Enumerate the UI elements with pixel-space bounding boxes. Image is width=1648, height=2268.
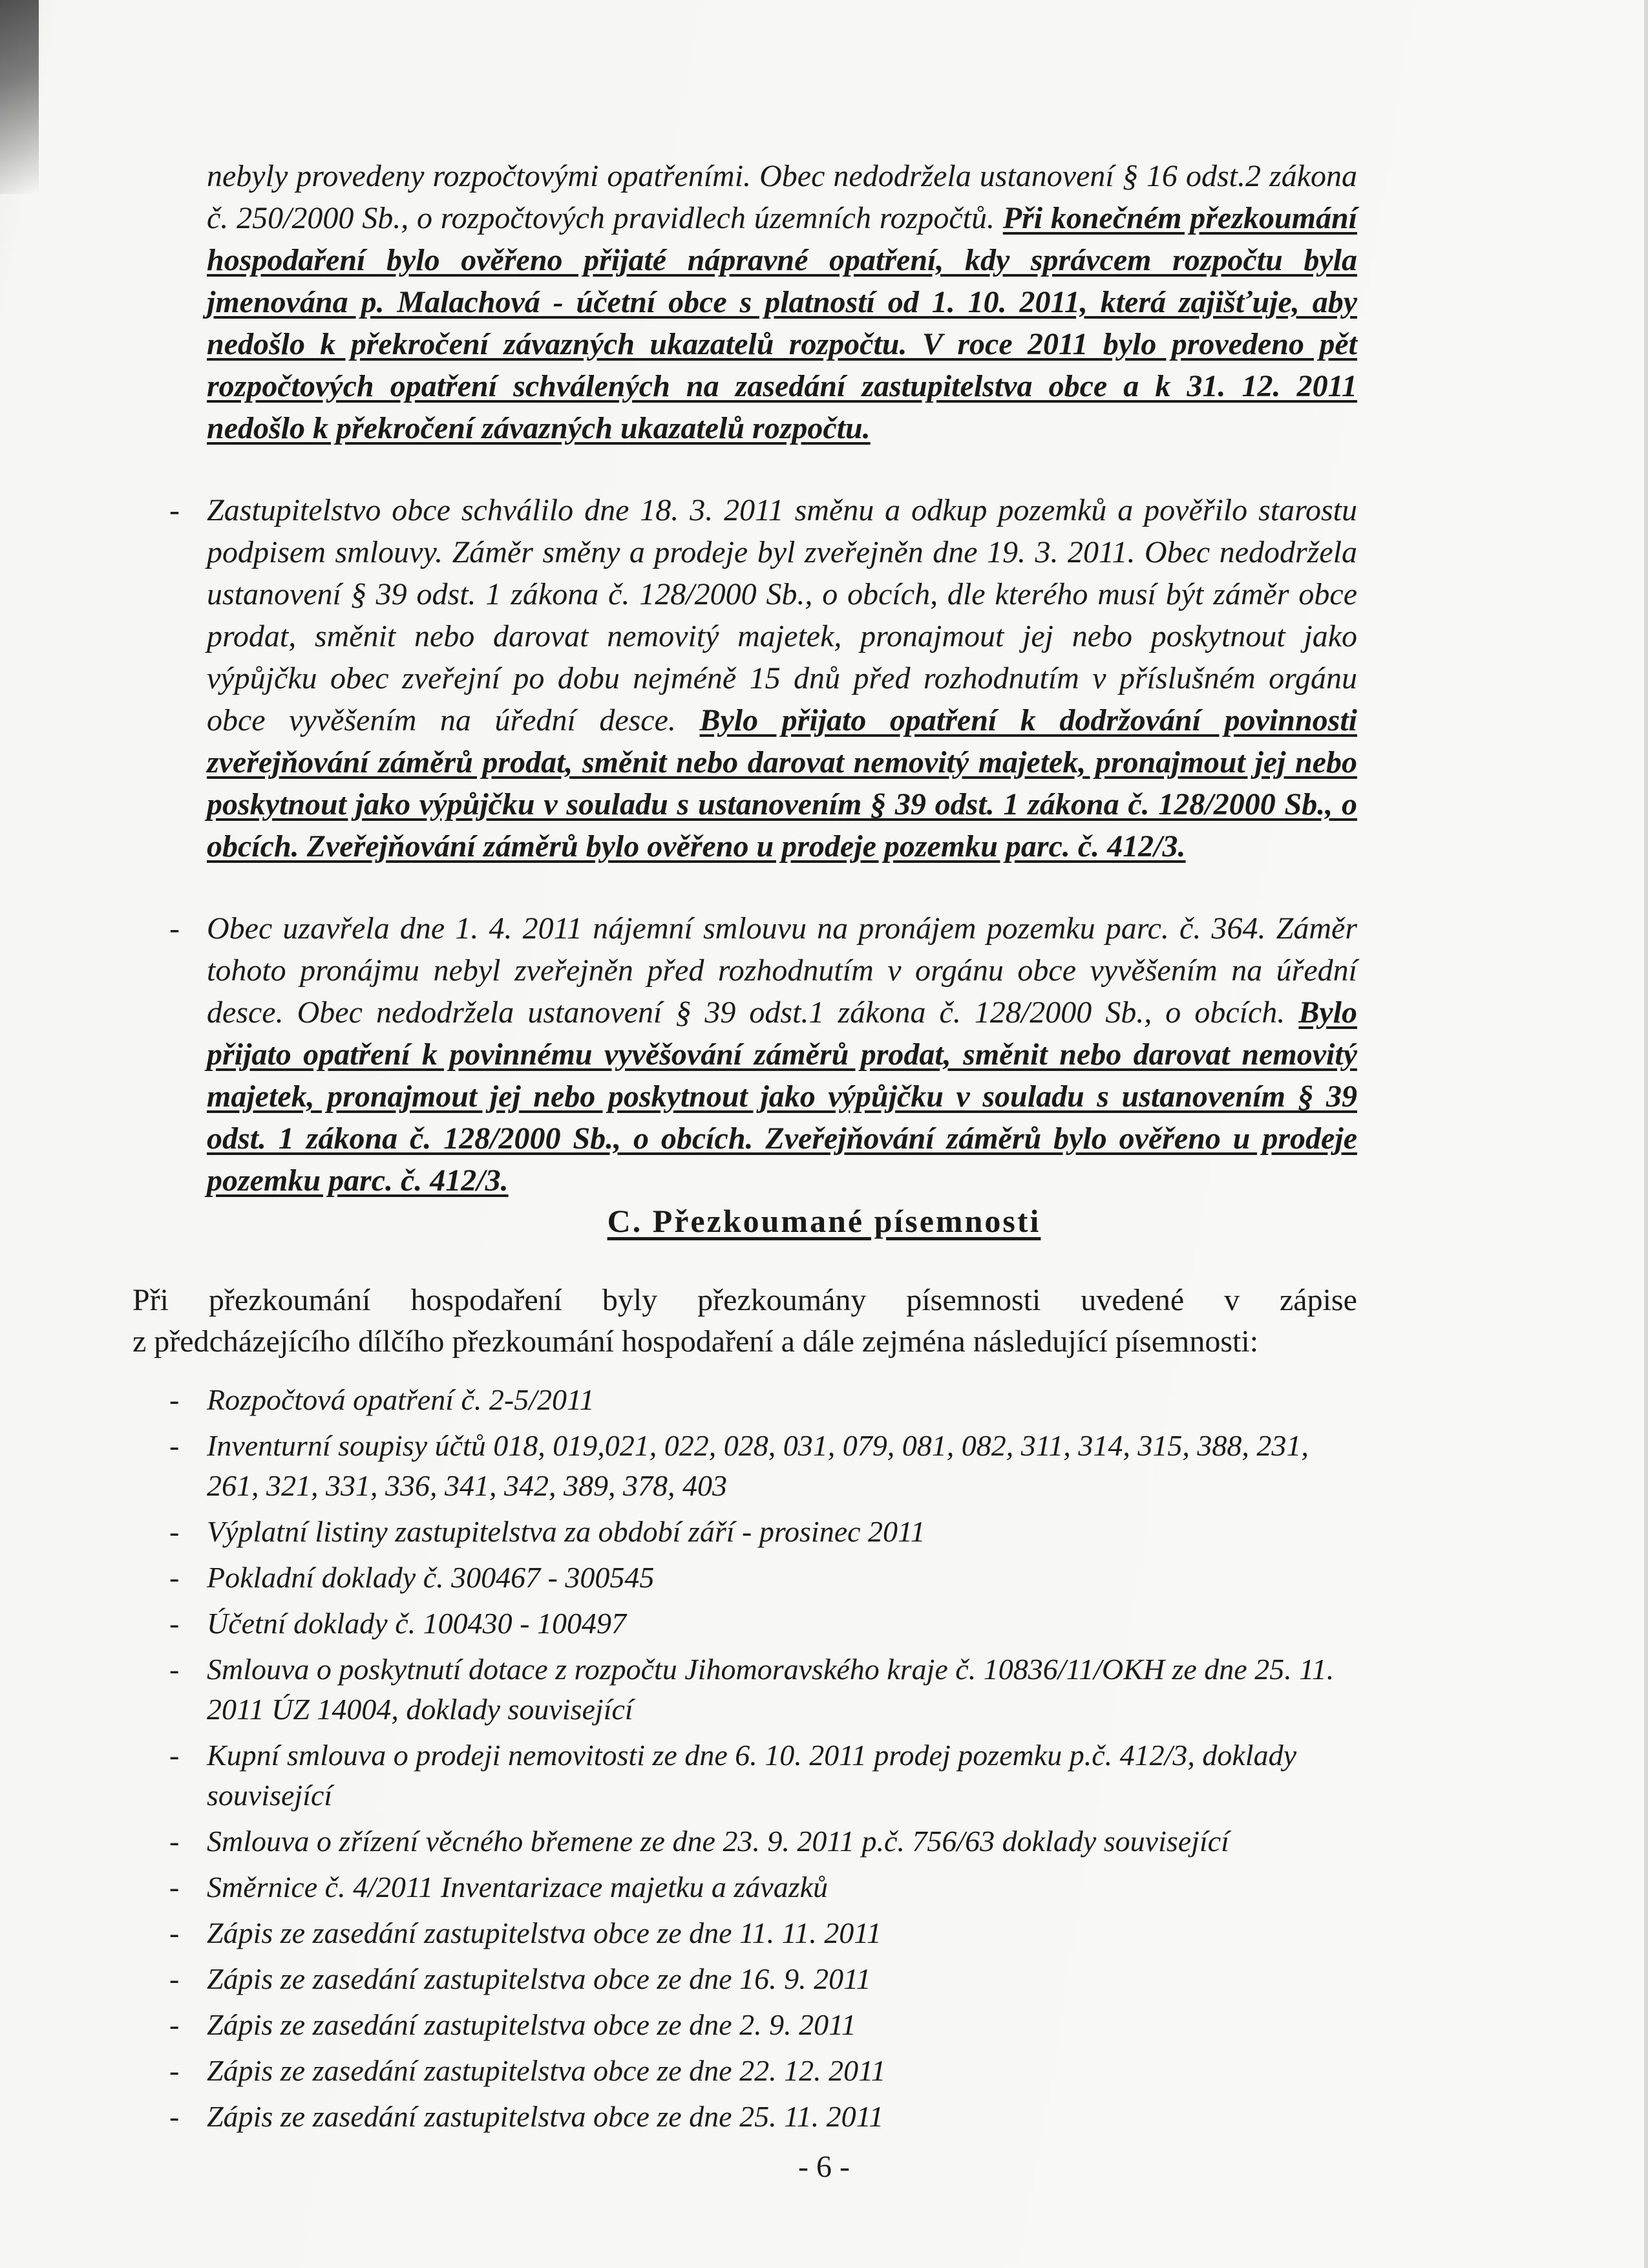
document-list-item xyxy=(169,1821,1357,1861)
finding-paragraph-continued xyxy=(207,155,1357,449)
intro-line-2: z předcházejícího dílčího přezkoumání hospodaření a dále zejména následující písemnosti: xyxy=(132,1324,1259,1359)
document-name: Zápis ze zasedání zastupitelstva obce ze dne 2. 9. 2011 xyxy=(207,2008,856,2041)
finding-remedy-text: Bylo přijato opatření k povinnému vyvěšování záměrů prodat, směnit nebo darovat nemovitý majetek, pronajmout jej nebo poskytnout jako výpůjčku v souladu s ustanovením § 39 odst. 1 zákona č. 128/2000 Sb., o obcích. Zveřejňování záměrů bylo ověřeno u prodeje pozemku parc. č. 412/3. xyxy=(207,995,1357,1198)
list-dash: - xyxy=(169,493,180,527)
intro-word: byly xyxy=(602,1283,658,1317)
document-list-item xyxy=(169,1867,1357,1907)
intro-word: v xyxy=(1224,1283,1240,1317)
list-dash: - xyxy=(169,1653,180,1686)
intro-word: Při xyxy=(132,1283,169,1317)
document-list-item xyxy=(169,2051,1357,2091)
page-edge xyxy=(1644,0,1648,2268)
page-fold-shadow xyxy=(0,0,39,194)
finding-text: Zastupitelstvo obce schválilo dne 18. 3. 2011 směnu a odkup pozemků a pověřilo starostu podpisem smlouvy. Záměr směny a prodeje byl zveřejněn dne 19. 3. 2011. Obec nedodržela ustanovení § 39 odst. 1 zákona č. 128/2000 Sb., o obcích, dle kterého musí být záměr obce prodat, směnit nebo darovat nemovitý majetek, pronajmout jej nebo poskytnout jako výpůjčku obec zveřejní po dobu nejméně 15 dnů před rozhodnutím v příslušném orgánu obce vyvěšením na úřední desce. xyxy=(207,493,1357,737)
intro-line-1 xyxy=(132,1280,1357,1321)
list-dash: - xyxy=(169,1429,180,1462)
document-name: Pokladní doklady č. 300467 - 300545 xyxy=(207,1561,655,1594)
list-dash: - xyxy=(169,1383,180,1416)
finding-text: Obec uzavřela dne 1. 4. 2011 nájemní smlouvu na pronájem pozemku parc. č. 364. Záměr tohoto pronájmu nebyl zveřejněn před rozhodnutím v orgánu obce vyvěšením na úřední desce. Obec nedodržela ustanovení § 39 odst.1 zákona č. 128/2000 Sb., o obcích. xyxy=(207,911,1357,1030)
document-name: Inventurní soupisy účtů 018, 019,021, 022, 028, 031, 079, 081, 082, 311, 314, 315, 388, 231, 261, 321, 331, 336, 341, 342, 389, 378, 403 xyxy=(207,1429,1309,1502)
section-heading: C. Přezkoumané písemnosti xyxy=(607,1203,1041,1239)
list-dash: - xyxy=(169,1916,180,1949)
intro-word: hospodaření xyxy=(410,1283,563,1317)
intro-word: uvedené xyxy=(1081,1283,1185,1317)
finding-text: nebyly provedeny rozpočtovými opatřeními. Obec nedodržela ustanovení § 16 odst.2 zákona č. 250/2000 Sb., o rozpočtových pravidlech územních rozpočtů. xyxy=(207,159,1357,235)
intro-word: přezkoumání xyxy=(208,1283,371,1317)
list-dash: - xyxy=(169,2054,180,2087)
finding-remedy-text: Bylo přijato opatření k dodržování povinnosti zveřejňování záměrů prodat, směnit nebo darovat nemovitý majetek, pronajmout jej nebo poskytnout jako výpůjčku v souladu s ustanovením § 39 odst. 1 zákona č. 128/2000 Sb., o obcích. Zveřejňování záměrů bylo ověřeno u prodeje pozemku parc. č. 412/3. xyxy=(207,703,1357,864)
page-number: - 6 - xyxy=(798,2150,850,2184)
list-dash: - xyxy=(169,1515,180,1548)
document-name: Účetní doklady č. 100430 - 100497 xyxy=(207,1607,626,1640)
intro-word: písemnosti xyxy=(906,1283,1041,1317)
document-list-item xyxy=(169,1558,1357,1598)
document-list-item xyxy=(169,2097,1357,2137)
document-name: Směrnice č. 4/2011 Inventarizace majetku a závazků xyxy=(207,1871,829,1903)
finding-item xyxy=(169,489,1357,867)
document-list-item xyxy=(169,1380,1357,1420)
list-dash: - xyxy=(169,1739,180,1772)
document-name: Kupní smlouva o prodeji nemovitosti ze dne 6. 10. 2011 prodej pozemku p.č. 412/3, doklady související xyxy=(207,1739,1297,1812)
document-name: Zápis ze zasedání zastupitelstva obce ze dne 11. 11. 2011 xyxy=(207,1916,882,1949)
list-dash: - xyxy=(169,2008,180,2041)
document-name: Výplatní listiny zastupitelstva za období září - prosinec 2011 xyxy=(207,1515,925,1548)
document-list-item xyxy=(169,1649,1357,1730)
findings-section xyxy=(169,155,1358,1202)
list-dash: - xyxy=(169,1871,180,1903)
list-dash: - xyxy=(169,1561,180,1594)
document-name: Rozpočtová opatření č. 2-5/2011 xyxy=(207,1383,595,1416)
documents-list xyxy=(169,1380,1357,2143)
document-name: Zápis ze zasedání zastupitelstva obce ze dne 25. 11. 2011 xyxy=(207,2100,884,2133)
list-dash: - xyxy=(169,911,180,946)
intro-word: přezkoumány xyxy=(697,1283,867,1317)
finding-remedy-text: Při konečném přezkoumání hospodaření bylo ověřeno přijaté nápravné opatření, kdy správcem rozpočtu byla jmenována p. Malachová - účetní obce s platností od 1. 10. 2011, která zajišťuje, aby nedošlo k překročení závazných ukazatelů rozpočtu. V roce 2011 bylo provedeno pět rozpočtových opatření schválených na zasedání zastupitelstva obce a k 31. 12. 2011 nedošlo k překročení závazných ukazatelů rozpočtu. xyxy=(207,201,1358,445)
document-list-item xyxy=(169,1735,1357,1816)
intro-word: zápise xyxy=(1279,1283,1357,1317)
document-name: Zápis ze zasedání zastupitelstva obce ze dne 22. 12. 2011 xyxy=(207,2054,886,2087)
intro-paragraph xyxy=(132,1280,1357,1362)
list-dash: - xyxy=(169,1825,180,1858)
list-dash: - xyxy=(169,1607,180,1640)
document-name: Smlouva o poskytnutí dotace z rozpočtu Jihomoravského kraje č. 10836/11/OKH ze dne 25. 11. 2011 ÚZ 14004, doklady související xyxy=(207,1653,1335,1726)
list-dash: - xyxy=(169,1962,180,1995)
list-dash: - xyxy=(169,2100,180,2133)
document-list-item xyxy=(169,2005,1357,2045)
document-list-item xyxy=(169,1913,1357,1953)
document-list-item xyxy=(169,1512,1357,1552)
document-list-item xyxy=(169,1604,1357,1644)
document-name: Smlouva o zřízení věcného břemene ze dne 23. 9. 2011 p.č. 756/63 doklady související xyxy=(207,1825,1229,1858)
finding-item xyxy=(169,907,1357,1202)
document-list-item xyxy=(169,1959,1357,1999)
document-name: Zápis ze zasedání zastupitelstva obce ze dne 16. 9. 2011 xyxy=(207,1962,871,1995)
document-list-item xyxy=(169,1426,1357,1506)
